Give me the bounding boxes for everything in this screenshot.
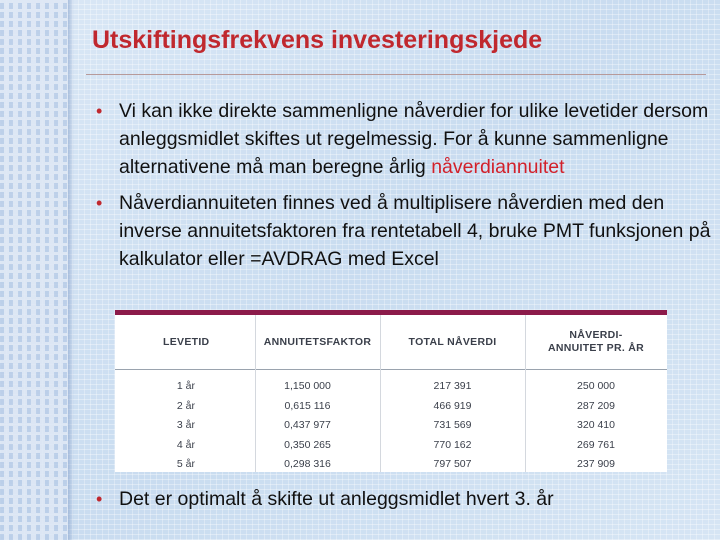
conclusion-text: Det er optimalt å skifte ut anleggsmidlet hvert 3. år xyxy=(119,488,554,510)
table-cell: 320 410 xyxy=(577,419,615,431)
table-cell: 0,298 316 xyxy=(284,458,331,470)
table-cell: 797 507 xyxy=(433,458,472,470)
title-divider xyxy=(86,74,706,75)
conclusion-bullet xyxy=(92,485,712,513)
table-row xyxy=(115,436,667,456)
table-cell: 5 år xyxy=(176,458,195,470)
bullet-icon: • xyxy=(96,193,103,213)
bullet-icon: • xyxy=(96,489,103,509)
bullet-text-1: Vi kan ikke direkte sammenligne nåverdier for ulike levetider dersom anleggsmidlet skiftes ut regelmessig. For å kunne sammenligne alternativene må man beregne årlig xyxy=(119,100,709,178)
header-annuitetsfaktor: ANNUITETSFAKTOR xyxy=(263,335,372,348)
table-cell: 217 391 xyxy=(433,380,472,392)
table-cell: 1 år xyxy=(176,380,195,392)
decorative-strip-edge xyxy=(68,0,74,540)
table-cell: 4 år xyxy=(176,438,195,451)
table-body xyxy=(115,370,667,472)
bullet-list xyxy=(92,97,712,281)
table-cell: 0,437 977 xyxy=(284,419,331,431)
bullet-item-2 xyxy=(92,189,712,273)
bullet-highlight-term: nåverdiannuitet xyxy=(431,156,565,178)
decorative-left-strip xyxy=(0,0,68,540)
bullet-item-1 xyxy=(92,97,712,181)
table-cell: 287 209 xyxy=(577,399,615,412)
header-naverdiannuitet-line2: ANNUITET PR. ÅR xyxy=(547,342,645,354)
header-naverdiannuitet xyxy=(525,315,667,369)
table-cell: 466 919 xyxy=(433,399,472,412)
bullet-icon: • xyxy=(96,101,103,121)
bullet-text-2: Nåverdiannuiteten finnes ved å multiplisere nåverdien med den inverse annuitetsfaktoren fra rentetabell 4, bruke PMT funksjonen på kalkulator eller =AVDRAG med Excel xyxy=(119,192,711,270)
table-cell: 269 761 xyxy=(577,438,615,451)
table-cell: 731 569 xyxy=(433,419,472,431)
table-row xyxy=(115,416,667,436)
table-cell: 3 år xyxy=(176,419,195,431)
table-cell: 237 909 xyxy=(577,458,615,470)
table-row xyxy=(115,455,667,472)
table-header xyxy=(115,315,667,370)
table-row xyxy=(115,377,667,397)
table-cell: 0,615 116 xyxy=(284,399,331,412)
slide-title: Utskiftingsfrekvens investeringskjede xyxy=(92,26,543,54)
header-naverdiannuitet-line1: NÅVERDI- xyxy=(569,329,623,341)
table-cell: 2 år xyxy=(176,399,195,412)
table-cell: 1,150 000 xyxy=(284,380,331,392)
table-cell: 770 162 xyxy=(433,438,472,451)
header-total-naverdi: TOTAL NÅVERDI xyxy=(408,335,497,348)
table-cell: 250 000 xyxy=(577,380,615,392)
header-levetid: LEVETID xyxy=(163,335,210,348)
annuity-table xyxy=(115,310,667,472)
table-cell: 0,350 265 xyxy=(284,438,331,451)
table-row xyxy=(115,397,667,417)
